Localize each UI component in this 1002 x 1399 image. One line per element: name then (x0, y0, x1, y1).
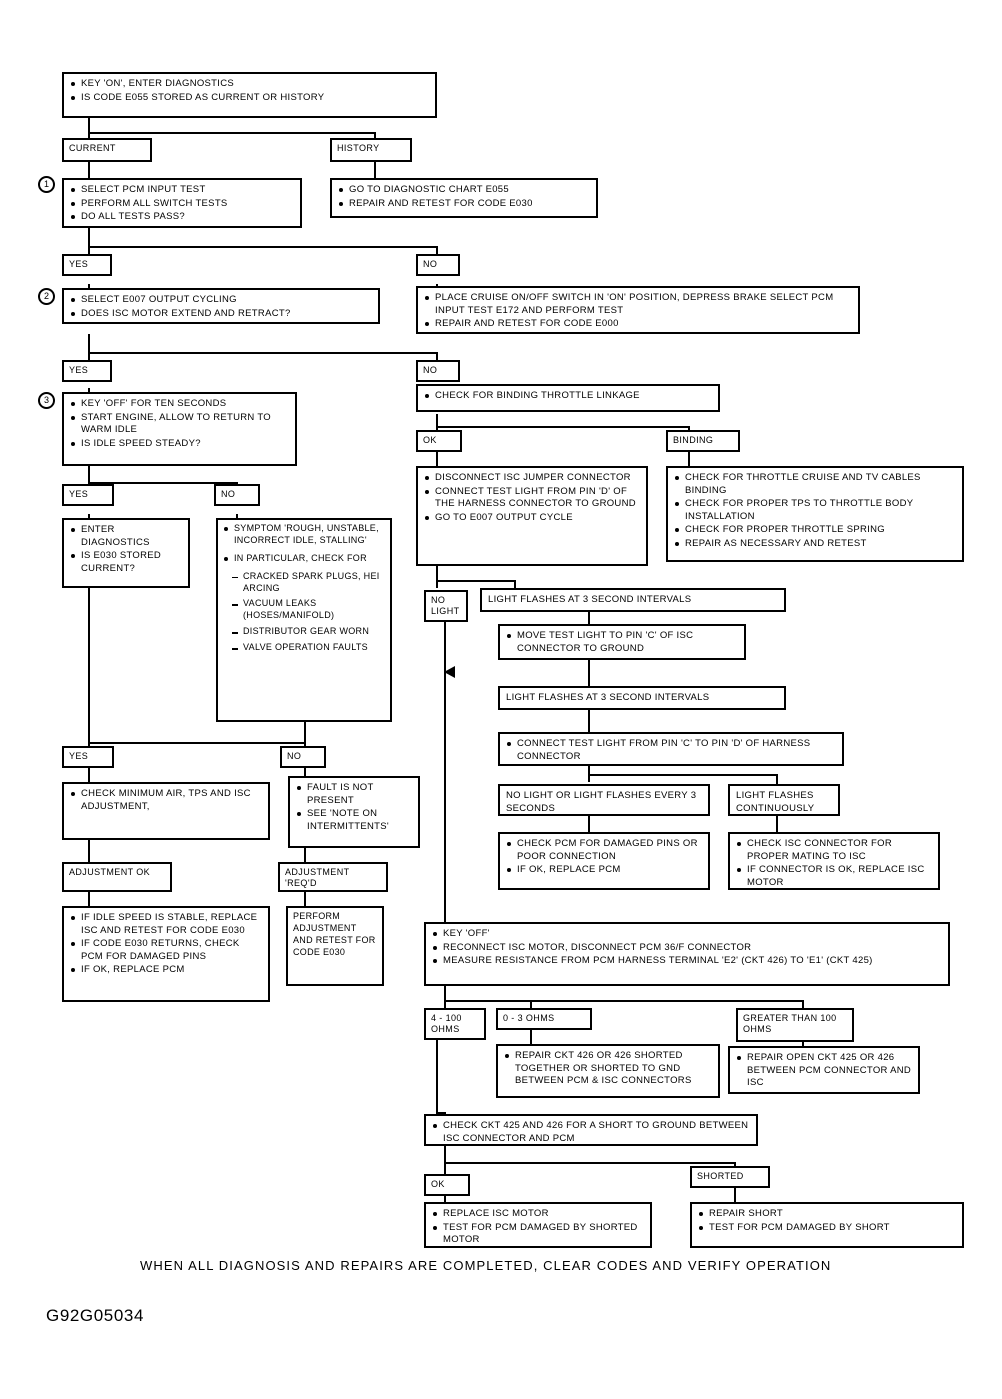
connector (436, 452, 438, 466)
node-check-min-air (62, 782, 270, 840)
node-step3-yes (62, 392, 297, 466)
figure-id: G92G05034 (46, 1306, 145, 1325)
symptom-sub-2: VACUUM LEAKS (HOSES/MANIFOLD) (223, 598, 385, 622)
flashes-2-text: LIGHT FLASHES AT 3 SECOND INTERVALS (506, 692, 710, 703)
check-pcm-line-1: CHECK PCM FOR DAMAGED PINS OR POOR CONNECTION (506, 838, 702, 863)
node-move-test-light (498, 624, 746, 660)
resistance-line-3: MEASURE RESISTANCE FROM PCM HARNESS TERMINAL 'E2' (CKT 426) TO 'E1' (CKT 425) (432, 955, 942, 968)
label-4-100-ohms: 4 - 100 OHMS (424, 1008, 486, 1040)
step-marker-3: 3 (38, 392, 55, 409)
label-yes-1: YES (62, 254, 112, 276)
node-check-pcm-pins (498, 832, 710, 890)
throttle-check-line: CHECK FOR BINDING THROTTLE LINKAGE (424, 390, 712, 403)
check-pcm-line-2: IF OK, REPLACE PCM (506, 864, 702, 877)
resistance-line-2: RECONNECT ISC MOTOR, DISCONNECT PCM 36/F CONNECTOR (432, 942, 942, 955)
connector (530, 1000, 532, 1008)
label-greater-than-100-ohms: GREATER THAN 100 OHMS (736, 1008, 854, 1042)
connector (776, 816, 778, 832)
start-line-2: IS CODE E055 STORED AS CURRENT OR HISTORY (70, 92, 429, 105)
history-line-1: GO TO DIAGNOSTIC CHART E055 (338, 184, 590, 197)
node-adjustment-ok-actions (62, 906, 270, 1002)
connector (88, 840, 90, 864)
connector (436, 580, 516, 582)
connect-cd-text: CONNECT TEST LIGHT FROM PIN 'C' TO PIN 'D' OF HARNESS CONNECTOR (506, 738, 836, 763)
node-start (62, 72, 437, 118)
node-light-continuously (728, 784, 840, 816)
check-isc-line-1: CHECK ISC CONNECTOR FOR PROPER MATING TO ISC (736, 838, 932, 863)
move-light-text: MOVE TEST LIGHT TO PIN 'C' OF ISC CONNECTOR TO GROUND (506, 630, 738, 655)
connector (444, 986, 446, 1010)
connector (88, 588, 90, 758)
arrowhead (444, 666, 455, 678)
node-step1-current (62, 178, 302, 228)
isc-jumper-line-2: CONNECT TEST LIGHT FROM PIN 'D' OF THE HARNESS CONNECTOR TO GROUND (424, 486, 640, 511)
symptom-line-2: IN PARTICULAR, CHECK FOR (223, 553, 385, 565)
adj-ok-line-2: IF CODE E030 RETURNS, CHECK PCM FOR DAMAGED PINS (70, 938, 262, 963)
node-symptom-rough (216, 518, 392, 722)
history-line-2: REPAIR AND RETEST FOR CODE E030 (338, 198, 590, 211)
isc-jumper-line-1: DISCONNECT ISC JUMPER CONNECTOR (424, 472, 640, 485)
isc-jumper-line-3: GO TO E007 OUTPUT CYCLE (424, 512, 640, 525)
connector (588, 774, 778, 776)
connector (588, 710, 590, 732)
connector (436, 426, 690, 428)
symptom-line-1: SYMPTOM 'ROUGH, UNSTABLE, INCORRECT IDLE, STALLING' (223, 523, 385, 547)
label-binding: BINDING (666, 430, 740, 452)
connector (734, 1188, 736, 1202)
fault-line-2: SEE 'NOTE ON INTERMITTENTS' (296, 808, 412, 833)
connector (304, 728, 306, 746)
step2-line-2: DOES ISC MOTOR EXTEND AND RETRACT? (70, 308, 372, 321)
min-air-text: CHECK MINIMUM AIR, TPS AND ISC ADJUSTMENT, (70, 788, 262, 813)
connector (88, 742, 306, 744)
step-marker-2: 2 (38, 288, 55, 305)
binding-line-4: REPAIR AS NECESSARY AND RETEST (674, 538, 956, 551)
connector (436, 566, 438, 588)
connector (88, 352, 438, 354)
symptom-sub-4: VALVE OPERATION FAULTS (223, 642, 385, 654)
node-history-action (330, 178, 598, 218)
step1-line-2: PERFORM ALL SWITCH TESTS (70, 198, 294, 211)
node-step2-no (416, 286, 860, 334)
repair-short-line-1: REPAIR SHORT (698, 1208, 956, 1221)
step1-line-3: DO ALL TESTS PASS? (70, 211, 294, 224)
label-yes-2: YES (62, 360, 112, 382)
connector (588, 816, 590, 832)
label-current: CURRENT (62, 138, 152, 162)
step1-line-1: SELECT PCM INPUT TEST (70, 184, 294, 197)
label-shorted: SHORTED (690, 1166, 770, 1188)
node-step2-yes (62, 288, 380, 324)
label-yes-3: YES (62, 484, 114, 506)
node-flashes-1 (480, 588, 786, 612)
repair-short-line-2: TEST FOR PCM DAMAGED BY SHORT (698, 1222, 956, 1235)
node-adjustment-reqd-actions (286, 906, 384, 986)
binding-line-2: CHECK FOR PROPER TPS TO THROTTLE BODY INSTALLATION (674, 498, 956, 523)
connector (374, 162, 376, 178)
label-adjustment-ok: ADJUSTMENT OK (62, 862, 172, 892)
step3-line-1: KEY 'OFF' FOR TEN SECONDS (70, 398, 289, 411)
step-marker-1: 1 (38, 176, 55, 193)
node-isc-jumper (416, 466, 648, 566)
node-no-light-or-flashes (498, 784, 710, 816)
step2no-line-1: PLACE CRUISE ON/OFF SWITCH IN 'ON' POSITION, DEPRESS BRAKE SELECT PCM INPUT TEST E172 AND PERFORM TEST (424, 292, 852, 317)
fault-line-1: FAULT IS NOT PRESENT (296, 782, 412, 807)
connector (688, 452, 690, 466)
node-connect-c-to-d (498, 732, 844, 766)
adj-reqd-text: PERFORM ADJUSTMENT AND RETEST FOR CODE E030 (293, 911, 376, 957)
repair-shorted-text: REPAIR CKT 426 OR 426 SHORTED TOGETHER OR SHORTED TO GND BETWEEN PCM & ISC CONNECTORS (504, 1050, 712, 1088)
connector (88, 246, 438, 248)
enter-diag-line-2: IS E030 STORED CURRENT? (70, 550, 182, 575)
label-no-3: NO (214, 484, 260, 506)
label-ok-2: OK (424, 1174, 470, 1196)
node-binding-actions (666, 466, 964, 562)
adj-ok-line-1: IF IDLE SPEED IS STABLE, REPLACE ISC AND RETEST FOR CODE E030 (70, 912, 262, 937)
label-no-2: NO (416, 360, 460, 382)
adj-ok-line-3: IF OK, REPLACE PCM (70, 964, 262, 977)
enter-diag-line-1: ENTER DIAGNOSTICS (70, 524, 182, 549)
binding-line-3: CHECK FOR PROPER THROTTLE SPRING (674, 524, 956, 537)
connector (88, 132, 376, 134)
symptom-sub-1: CRACKED SPARK PLUGS, HEI ARCING (223, 571, 385, 595)
symptom-sub-3: DISTRIBUTOR GEAR WORN (223, 626, 385, 638)
connector (444, 912, 446, 922)
resistance-line-1: KEY 'OFF' (432, 928, 942, 941)
label-no-light: NO LIGHT (424, 590, 468, 622)
connector (304, 890, 306, 906)
node-check-isc-mating (728, 832, 940, 890)
connector (304, 722, 306, 730)
node-throttle-check (416, 384, 720, 412)
step2no-line-2: REPAIR AND RETEST FOR CODE E000 (424, 318, 852, 331)
label-history: HISTORY (330, 138, 412, 162)
node-repair-shorted (496, 1044, 720, 1098)
node-repair-open (728, 1046, 920, 1094)
connector (444, 1162, 736, 1164)
step2-line-1: SELECT E007 OUTPUT CYCLING (70, 294, 372, 307)
connector (444, 614, 446, 674)
check-short-text: CHECK CKT 425 AND 426 FOR A SHORT TO GROUND BETWEEN ISC CONNECTOR AND PCM (432, 1120, 750, 1145)
check-isc-line-2: IF CONNECTOR IS OK, REPLACE ISC MOTOR (736, 864, 932, 889)
no-light-or-flashes-text: NO LIGHT OR LIGHT FLASHES EVERY 3 SECONDS (506, 790, 697, 814)
start-line-1: KEY 'ON', ENTER DIAGNOSTICS (70, 78, 429, 91)
label-no-1: NO (416, 254, 460, 276)
connector (88, 890, 90, 906)
connector (444, 1000, 804, 1002)
connector (444, 1146, 446, 1174)
node-resistance-test (424, 922, 950, 986)
label-yes-4: YES (62, 746, 114, 768)
node-repair-short (690, 1202, 964, 1248)
connector (88, 162, 90, 178)
node-check-short-ground (424, 1114, 758, 1146)
connector (776, 774, 778, 784)
label-ok-1: OK (416, 430, 462, 452)
connector (444, 674, 446, 914)
footer-note: WHEN ALL DIAGNOSIS AND REPAIRS ARE COMPLETED, CLEAR CODES AND VERIFY OPERATION (140, 1258, 832, 1273)
node-flashes-2 (498, 686, 786, 710)
step3-line-3: IS IDLE SPEED STEADY? (70, 438, 289, 451)
label-no-4: NO (280, 746, 326, 768)
flashes-1-text: LIGHT FLASHES AT 3 SECOND INTERVALS (488, 594, 692, 605)
label-0-3-ohms: 0 - 3 OHMS (496, 1008, 592, 1030)
repair-open-text: REPAIR OPEN CKT 425 OR 426 BETWEEN PCM CONNECTOR AND ISC (736, 1052, 912, 1090)
node-enter-diagnostics (62, 518, 190, 588)
step3-line-2: START ENGINE, ALLOW TO RETURN TO WARM IDLE (70, 412, 289, 437)
replace-isc-line-1: REPLACE ISC MOTOR (432, 1208, 644, 1221)
connector (588, 660, 590, 686)
replace-isc-line-2: TEST FOR PCM DAMAGED BY SHORTED MOTOR (432, 1222, 644, 1247)
node-replace-isc (424, 1202, 652, 1248)
binding-line-1: CHECK FOR THROTTLE CRUISE AND TV CABLES BINDING (674, 472, 956, 497)
node-fault-not-present (288, 776, 420, 848)
connector (88, 768, 90, 782)
label-adjustment-reqd: ADJUSTMENT 'REQ'D (278, 862, 388, 892)
light-continuous-text: LIGHT FLASHES CONTINUOUSLY (736, 790, 815, 814)
connector (530, 1030, 532, 1044)
